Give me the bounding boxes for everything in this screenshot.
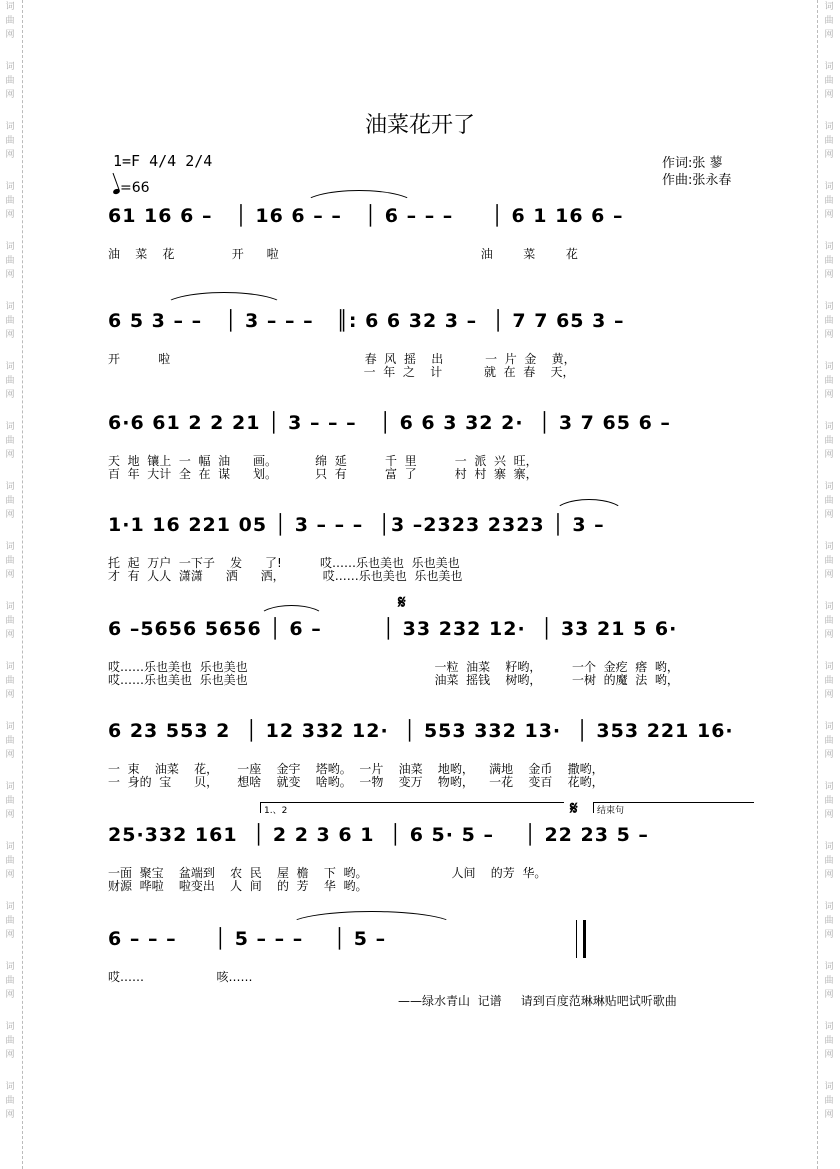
watermark-glyph: 词 bbox=[5, 302, 15, 312]
watermark-glyph: 网 bbox=[824, 30, 834, 40]
watermark-glyph: 词 bbox=[5, 362, 15, 372]
watermark-glyph: 曲 bbox=[5, 256, 15, 266]
watermark-glyph: 曲 bbox=[824, 616, 834, 626]
watermark-glyph: 词 bbox=[5, 902, 15, 912]
watermark-glyph: 网 bbox=[824, 90, 834, 100]
watermark-glyph: 网 bbox=[5, 690, 15, 700]
watermark-glyph: 曲 bbox=[824, 856, 834, 866]
watermark-glyph: 网 bbox=[824, 150, 834, 160]
volta-bracket bbox=[260, 802, 564, 816]
lyrics-row-4-verse-1: 托 起 万户 一下子 发 了! 哎……乐也美也 乐也美也 bbox=[108, 556, 460, 570]
lyrics-row-6-verse-1: 一 束 油菜 花， 一座 金宇 塔哟。 一片 油菜 地哟， 满地 金币 撒哟， bbox=[108, 762, 604, 776]
notes-row-3: 6·6 61 2 2 21 │ 3 – – – │ 6 6 3 32 2· │ 3 7 65 6 – bbox=[108, 412, 671, 434]
watermark-glyph: 曲 bbox=[5, 676, 15, 686]
watermark-glyph: 词 bbox=[824, 542, 834, 552]
watermark-glyph: 词 bbox=[824, 422, 834, 432]
watermark-glyph: 曲 bbox=[5, 196, 15, 206]
watermark-glyph: 曲 bbox=[5, 556, 15, 566]
watermark-glyph: 网 bbox=[824, 810, 834, 820]
watermark-glyph: 词 bbox=[824, 1082, 834, 1092]
watermark-glyph: 网 bbox=[5, 90, 15, 100]
watermark-glyph: 曲 bbox=[824, 376, 834, 386]
lyrics-row-4-verse-2: 才 有 人人 潇潇 洒 洒， 哎……乐也美也 乐也美也 bbox=[108, 569, 463, 583]
lyrics-row-1-verse-1: 油 菜 花 开 啦 油 菜 花 bbox=[108, 247, 578, 261]
lyrics-row-7-verse-2: 财源 哗啦 啦变出 人 间 的 芳 华 哟。 bbox=[108, 879, 368, 893]
watermark-glyph: 网 bbox=[5, 510, 15, 520]
watermark-glyph: 网 bbox=[824, 570, 834, 580]
watermark-glyph: 网 bbox=[824, 510, 834, 520]
lyricist-credit: 作词:张 蓼 bbox=[662, 156, 723, 171]
watermark-glyph: 网 bbox=[5, 210, 15, 220]
watermark-glyph: 词 bbox=[5, 662, 15, 672]
watermark-glyph: 网 bbox=[5, 570, 15, 580]
composer-credit: 作曲:张永春 bbox=[662, 173, 732, 188]
final-barline bbox=[576, 920, 586, 958]
watermark-glyph: 词 bbox=[824, 302, 834, 312]
watermark-glyph: 网 bbox=[824, 750, 834, 760]
ending-bracket bbox=[593, 802, 754, 816]
tie-mark bbox=[303, 190, 415, 205]
transcriber-footer: ——绿水青山 记谱 请到百度范琳琳贴吧试听歌曲 bbox=[398, 994, 677, 1008]
watermark-glyph: 词 bbox=[5, 242, 15, 252]
notes-row-1: 61 16 6 – │ 16 6 – – │ 6 – – – │ 6 1 16 6 – bbox=[108, 205, 624, 227]
watermark-glyph: 曲 bbox=[824, 736, 834, 746]
watermark-glyph: 词 bbox=[5, 1022, 15, 1032]
watermark-glyph: 词 bbox=[824, 842, 834, 852]
watermark-glyph: 曲 bbox=[824, 916, 834, 926]
watermark-glyph: 曲 bbox=[5, 1096, 15, 1106]
watermark-glyph: 网 bbox=[5, 390, 15, 400]
notes-row-5: 6 –5656 5656 │ 6 – │ 33 232 12· │ 33 21 5 6· bbox=[108, 618, 678, 640]
watermark-glyph: 曲 bbox=[5, 16, 15, 26]
watermark-glyph: 网 bbox=[5, 1110, 15, 1120]
watermark-glyph: 网 bbox=[5, 270, 15, 280]
notes-row-2: 6 5 3 – – │ 3 – – – ║: 6 6 32 3 – │ 7 7 65 3 – bbox=[108, 310, 625, 332]
watermark-glyph: 曲 bbox=[5, 916, 15, 926]
watermark-glyph: 词 bbox=[824, 722, 834, 732]
watermark-glyph: 曲 bbox=[824, 496, 834, 506]
watermark-glyph: 词 bbox=[5, 542, 15, 552]
watermark-glyph: 网 bbox=[824, 630, 834, 640]
watermark-glyph: 曲 bbox=[5, 376, 15, 386]
watermark-glyph: 词 bbox=[824, 962, 834, 972]
lyrics-row-5-verse-2: 哎……乐也美也 乐也美也 油菜 摇钱 树哟， 一树 的魔 法 哟， bbox=[108, 673, 679, 687]
watermark-glyph: 曲 bbox=[824, 796, 834, 806]
watermark-glyph: 曲 bbox=[824, 1096, 834, 1106]
lyrics-row-3-verse-2: 百 年 大计 全 在 谋 划。 只 有 富 了 村 村 寨 寨， bbox=[108, 467, 538, 481]
watermark-glyph: 词 bbox=[5, 602, 15, 612]
watermark-glyph: 网 bbox=[5, 930, 15, 940]
watermark-glyph: 网 bbox=[5, 870, 15, 880]
watermark-glyph: 词 bbox=[824, 122, 834, 132]
watermark-glyph: 词 bbox=[824, 602, 834, 612]
watermark-glyph: 曲 bbox=[824, 676, 834, 686]
watermark-glyph: 网 bbox=[824, 270, 834, 280]
left-watermark-strip bbox=[0, 0, 23, 1169]
notes-row-7: 25·332 161 │ 2 2 3 6 1 │ 6 5· 5 – │ 22 23 5 – bbox=[108, 824, 649, 846]
volta-label: 1.、2 bbox=[264, 806, 288, 816]
watermark-glyph: 曲 bbox=[824, 316, 834, 326]
watermark-glyph: 曲 bbox=[5, 76, 15, 86]
lyrics-row-8-verse-1: 哎…… 咳…… bbox=[108, 970, 253, 984]
watermark-glyph: 曲 bbox=[824, 196, 834, 206]
watermark-glyph: 曲 bbox=[824, 136, 834, 146]
lyrics-row-5-verse-1: 哎……乐也美也 乐也美也 一粒 油菜 籽哟， 一个 金疙 瘩 哟， bbox=[108, 660, 679, 674]
notes-row-6: 6 23 553 2 │ 12 332 12· │ 553 332 13· │ 353 221 16· bbox=[108, 720, 734, 742]
watermark-glyph: 网 bbox=[824, 330, 834, 340]
tie-mark bbox=[258, 605, 325, 618]
lyrics-row-7-verse-1: 一面 聚宝 盆端到 农 民 屋 檐 下 哟。 人间 的芳 华。 bbox=[108, 866, 547, 880]
watermark-glyph: 曲 bbox=[824, 556, 834, 566]
tie-mark bbox=[163, 292, 285, 307]
watermark-glyph: 词 bbox=[824, 782, 834, 792]
watermark-glyph: 网 bbox=[5, 30, 15, 40]
watermark-glyph: 曲 bbox=[5, 976, 15, 986]
watermark-glyph: 曲 bbox=[5, 1036, 15, 1046]
watermark-glyph: 网 bbox=[5, 810, 15, 820]
tempo-marking bbox=[113, 180, 150, 196]
lyrics-row-6-verse-2: 一 身的 宝 贝， 想啥 就变 啥哟。 一物 变万 物哟， 一花 变百 花哟， bbox=[108, 775, 604, 789]
watermark-glyph: 词 bbox=[5, 722, 15, 732]
watermark-glyph: 网 bbox=[824, 930, 834, 940]
tie-mark bbox=[288, 911, 455, 926]
tempo-value: =66 bbox=[120, 180, 150, 196]
watermark-glyph: 词 bbox=[5, 1082, 15, 1092]
song-title: 油菜花开了 bbox=[364, 113, 475, 138]
watermark-glyph: 网 bbox=[5, 750, 15, 760]
watermark-glyph: 词 bbox=[5, 122, 15, 132]
watermark-glyph: 网 bbox=[824, 450, 834, 460]
watermark-glyph: 曲 bbox=[5, 856, 15, 866]
watermark-glyph: 词 bbox=[5, 962, 15, 972]
watermark-glyph: 网 bbox=[5, 1050, 15, 1060]
watermark-glyph: 词 bbox=[5, 422, 15, 432]
watermark-glyph: 词 bbox=[824, 62, 834, 72]
watermark-glyph: 词 bbox=[5, 2, 15, 12]
watermark-glyph: 词 bbox=[5, 62, 15, 72]
watermark-glyph: 词 bbox=[5, 182, 15, 192]
watermark-glyph: 词 bbox=[824, 482, 834, 492]
watermark-glyph: 网 bbox=[824, 990, 834, 1000]
watermark-glyph: 曲 bbox=[824, 1036, 834, 1046]
watermark-glyph: 词 bbox=[5, 782, 15, 792]
watermark-glyph: 词 bbox=[824, 902, 834, 912]
watermark-glyph: 曲 bbox=[824, 976, 834, 986]
watermark-glyph: 曲 bbox=[5, 736, 15, 746]
segno-icon: 𝄋 bbox=[398, 592, 406, 613]
watermark-glyph: 曲 bbox=[824, 16, 834, 26]
watermark-glyph: 曲 bbox=[5, 436, 15, 446]
lyrics-row-3-verse-1: 天 地 镶上 一 幅 油 画。 绵 延 千 里 一 派 兴 旺， bbox=[108, 454, 538, 468]
watermark-glyph: 曲 bbox=[824, 76, 834, 86]
watermark-glyph: 网 bbox=[824, 690, 834, 700]
watermark-glyph: 网 bbox=[824, 390, 834, 400]
watermark-glyph: 网 bbox=[5, 330, 15, 340]
key-signature: 1=F 4/4 2/4 bbox=[113, 152, 213, 170]
lyrics-row-2-verse-2: 一 年 之 计 就 在 春 天， bbox=[108, 365, 575, 379]
watermark-glyph: 词 bbox=[824, 182, 834, 192]
watermark-glyph: 网 bbox=[824, 1110, 834, 1120]
ending-label: 结束句 bbox=[597, 806, 625, 816]
watermark-glyph: 词 bbox=[824, 2, 834, 12]
notes-row-8: 6 – – – │ 5 – – – │ 5 – bbox=[108, 928, 387, 950]
right-watermark-strip bbox=[817, 0, 840, 1169]
watermark-glyph: 曲 bbox=[824, 436, 834, 446]
notes-row-4: 1·1 16 221 05 │ 3 – – – │3 –2323 2323 │ 3 – bbox=[108, 514, 605, 536]
watermark-glyph: 词 bbox=[824, 1022, 834, 1032]
watermark-glyph: 网 bbox=[5, 450, 15, 460]
watermark-glyph: 词 bbox=[824, 362, 834, 372]
watermark-glyph: 词 bbox=[824, 242, 834, 252]
watermark-glyph: 网 bbox=[824, 1050, 834, 1060]
watermark-glyph: 词 bbox=[5, 842, 15, 852]
watermark-glyph: 网 bbox=[5, 150, 15, 160]
watermark-glyph: 曲 bbox=[5, 616, 15, 626]
watermark-glyph: 网 bbox=[5, 990, 15, 1000]
tie-mark bbox=[553, 499, 625, 514]
watermark-glyph: 词 bbox=[5, 482, 15, 492]
watermark-glyph: 词 bbox=[824, 662, 834, 672]
watermark-glyph: 曲 bbox=[5, 136, 15, 146]
watermark-glyph: 网 bbox=[5, 630, 15, 640]
watermark-glyph: 网 bbox=[824, 210, 834, 220]
watermark-glyph: 网 bbox=[824, 870, 834, 880]
watermark-glyph: 曲 bbox=[5, 796, 15, 806]
lyrics-row-2-verse-1: 开 啦 春 风 摇 出 一 片 金 黄， bbox=[108, 352, 576, 366]
segno-icon: 𝄋 bbox=[570, 798, 578, 819]
watermark-glyph: 曲 bbox=[824, 256, 834, 266]
watermark-glyph: 曲 bbox=[5, 496, 15, 506]
watermark-glyph: 曲 bbox=[5, 316, 15, 326]
